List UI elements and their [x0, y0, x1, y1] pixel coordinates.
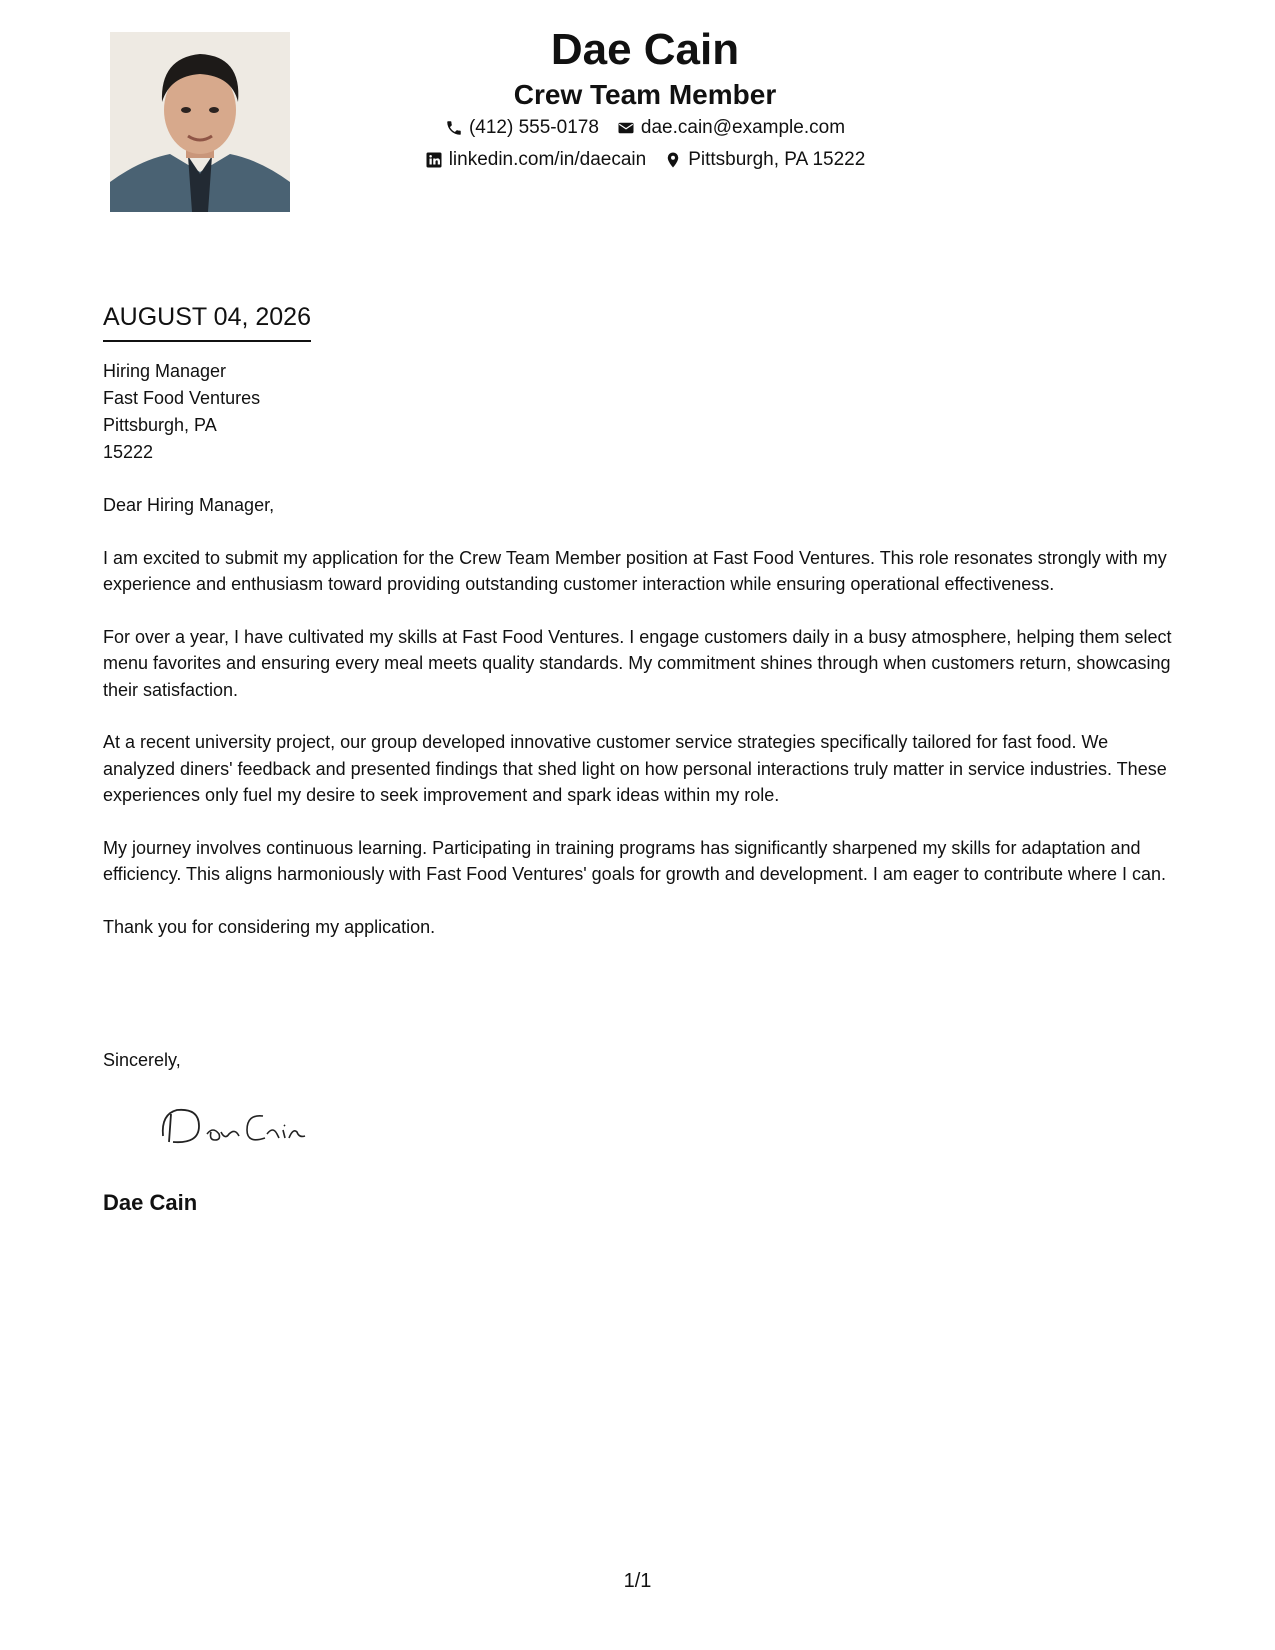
- applicant-name: Dae Cain: [550, 25, 740, 74]
- location-text: Pittsburgh, PA 15222: [688, 149, 866, 170]
- letter-date: AUGUST 04, 2026: [103, 300, 311, 342]
- handwritten-signature: [155, 1100, 315, 1150]
- recipient-line: Pittsburgh, PA: [103, 415, 217, 435]
- envelope-icon: [617, 119, 635, 137]
- email-text: dae.cain@example.com: [640, 117, 846, 138]
- recipient-line: Fast Food Ventures: [103, 388, 261, 408]
- linkedin-contact: [425, 144, 647, 176]
- recipient-line: 15222: [103, 442, 154, 462]
- linkedin-text: linkedin.com/in/daecain: [448, 149, 647, 170]
- profile-photo: [110, 32, 290, 212]
- body-paragraph: For over a year, I have cultivated my skills at Fast Food Ventures. I engage customers daily in a busy atmosphere, helping them select menu favorites and ensuring every meal meets quality standards. My commitment shines through when customers return, showcasing their satisfaction.: [103, 626, 1172, 700]
- body-paragraph: At a recent university project, our group developed innovative customer service strategies specifically tailored for fast food. We analyzed diners' feedback and presented findings that shed light on how personal interactions truly matter in service industries. These experiences only fuel my desire to seek improvement and spark ideas within my role.: [103, 732, 1167, 805]
- contact-row-2: [300, 144, 990, 176]
- signer-name: Dae Cain: [103, 1190, 198, 1215]
- recipient-line: Hiring Manager: [103, 361, 227, 381]
- phone-text: (412) 555-0178: [468, 117, 599, 138]
- letter-body: [103, 492, 1173, 966]
- location-contact: [664, 144, 865, 176]
- salutation: Dear Hiring Manager,: [103, 495, 275, 515]
- phone-contact: [445, 112, 599, 144]
- map-pin-icon: [664, 151, 682, 169]
- letter-header: [300, 22, 990, 176]
- email-contact: [617, 112, 845, 144]
- page-number: 1/1: [623, 1570, 652, 1592]
- contact-row-1: [300, 112, 990, 144]
- body-paragraph: My journey involves continuous learning. Participating in training programs has significantly sharpened my skills for adaptation and efficiency. This aligns harmoniously with Fast Food Ventures' goals for growth and development. I am eager to contribute where I can.: [103, 837, 1167, 884]
- body-paragraph: Thank you for considering my application.: [103, 916, 436, 937]
- body-paragraph: I am excited to submit my application for the Crew Team Member position at Fast Food Ventures. This role resonates strongly with my experience and enthusiasm toward providing outstanding customer interaction while ensuring operational effectiveness.: [103, 547, 1167, 594]
- closing: Sincerely,: [103, 1050, 181, 1070]
- phone-icon: [445, 119, 463, 137]
- recipient-block: [103, 358, 260, 466]
- linkedin-icon: [425, 151, 443, 169]
- applicant-role: Crew Team Member: [513, 79, 777, 110]
